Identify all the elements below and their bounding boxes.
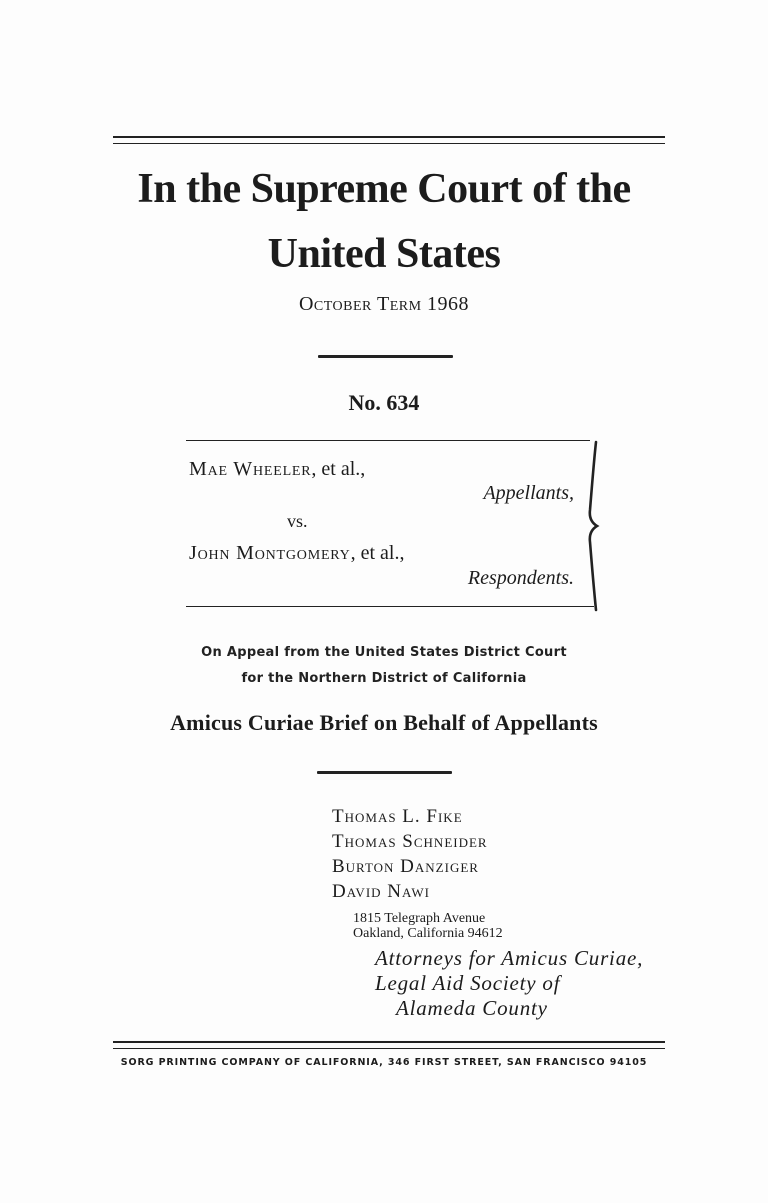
caption-brace xyxy=(584,440,606,612)
versus: vs. xyxy=(287,511,308,531)
brief-title: Amicus Curiae Brief on Behalf of Appellants xyxy=(170,710,598,735)
attorneys-for-line1: Attorneys for Amicus Curiae, xyxy=(375,946,644,970)
bottom-double-rule xyxy=(113,1041,665,1049)
printer-imprint: SORG PRINTING COMPANY OF CALIFORNIA, 346 FIRST STREET, SAN FRANCISCO 94105 xyxy=(120,1057,648,1068)
attorney-name: Burton Danziger xyxy=(332,856,479,877)
appeal-line1: On Appeal from the United States District Court xyxy=(201,645,567,660)
case-number: No. 634 xyxy=(348,390,420,415)
attorney-name: David Nawi xyxy=(332,881,430,902)
divider-rule-2 xyxy=(317,771,452,774)
attorneys-for-line2: Legal Aid Society of xyxy=(375,971,561,995)
respondents-party xyxy=(189,542,404,565)
appellants-suffix: , et al., xyxy=(311,458,366,480)
appeal-line2: for the Northern District of California xyxy=(241,671,527,686)
top-double-rule xyxy=(113,136,665,144)
attorney-name: Thomas L. Fike xyxy=(332,806,463,827)
respondents-name: John Montgomery xyxy=(189,542,351,564)
court-title-line1: In the Supreme Court of the xyxy=(137,166,631,212)
attorneys-for-line3: Alameda County xyxy=(396,996,548,1020)
caption-bottom-rule xyxy=(186,606,594,607)
appellants-name: Mae Wheeler xyxy=(189,458,312,480)
attorney-name: Thomas Schneider xyxy=(332,831,488,852)
respondents-role: Respondents. xyxy=(467,567,574,589)
respondents-suffix: , et al., xyxy=(350,542,405,564)
appellants-party xyxy=(189,458,365,481)
address-line1: 1815 Telegraph Avenue xyxy=(353,911,486,926)
term: October Term 1968 xyxy=(298,293,470,315)
court-title-line2: United States xyxy=(267,231,501,277)
caption-top-rule xyxy=(186,440,590,441)
appellants-role: Appellants, xyxy=(483,482,574,504)
address-line2: Oakland, California 94612 xyxy=(353,926,503,941)
divider-rule xyxy=(318,355,453,358)
